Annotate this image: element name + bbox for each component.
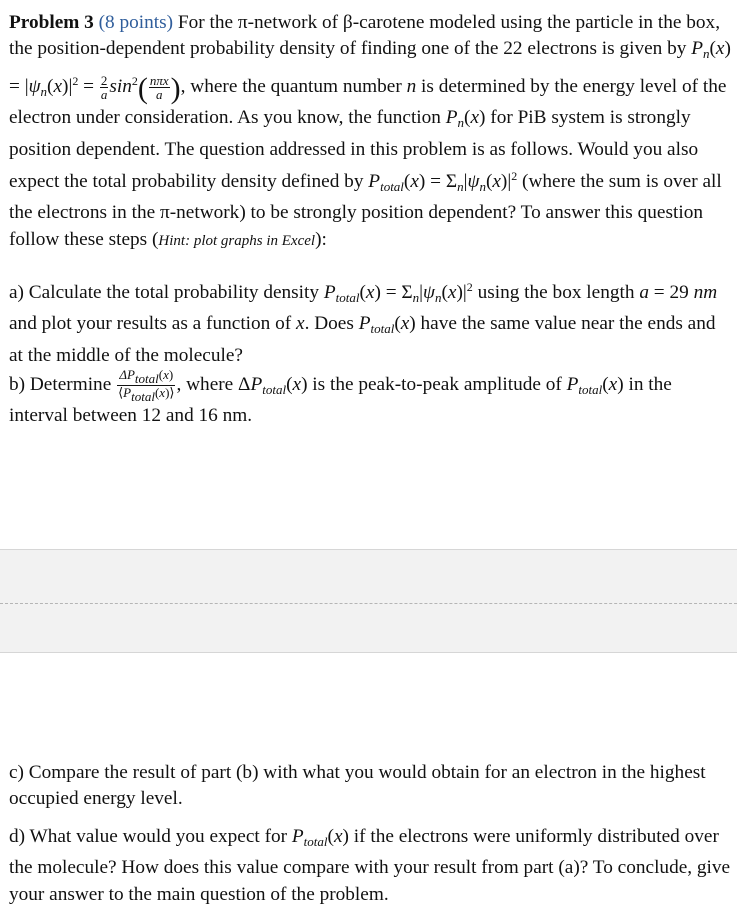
part-a: a) Calculate the total probability density $P_{total}(x) = \Sigma_n|\psi_n(x)|^2$ using the box length a = 29 nm and plot your results as a function of x. Does $P_{total}(x)$ have the same value near the ends and at the middle of the molecule? <box>9 280 718 366</box>
function-pn: $P_n(x)$ <box>445 107 486 131</box>
problem-points: (8 points) <box>98 12 174 33</box>
intro-text-5: (where the sum is over all the electrons in the π-network) to be strongly position dependent? To answer this question follow these steps ( <box>9 171 722 250</box>
intro-text-2: , where the quantum number <box>180 75 407 97</box>
intro-text-1: For the π-network of β-carotene modeled using the particle in the box, the position-dependent probability density of finding one of the 22 electrons is given by <box>9 12 721 60</box>
box-length: a = 29 nm <box>639 282 718 303</box>
page-break-band-bottom <box>0 603 737 653</box>
page-break-band-top <box>0 549 737 603</box>
problem-intro: Problem 3 (8 points) For the π-network of β-carotene modeled using the particle in the box, the position-dependent probability density of finding one of the 22 electrons is given by $P_n(x) = |\psi_n(x)|^2$ = $\frac{2}{a}$ $\sin^2$( $\frac{\text{nπx}}{a}$ ), where the quantum number n is determined by the energy level of the electron under consideration. As you know, the function $P_n(x)$ for PiB system is strongly position dependent. The question addressed in this problem is as follows. Would you also expect the total probability density defined by $P_{total}(x) = \Sigma_n|\psi_n(x)|^2$ (where the sum is over all the electrons in the π-network) to be strongly position dependent? To answer this question follow these steps (Hint: plot graphs in Excel): <box>9 12 731 250</box>
problem-label: Problem 3 <box>9 12 94 33</box>
equation-pn: $P_n(x) = |\psi_n(x)|^2$ = $\frac{2}{a}$ $\sin^2$( $\frac{\text{nπx}}{a}$ ) <box>9 38 731 105</box>
intro-text-4: for PiB system is strongly position dependent. The question addressed in this problem is as follows. Would you also expect the total probability density defined by <box>9 107 699 193</box>
part-d: d) What value would you expect for $P_{total}(x)$ if the electrons were uniformly distributed over the molecule? How does this value compare with your result from part (a)? To conclude, give your answer to the main question of the problem. <box>9 826 731 905</box>
hint-text: Hint: plot graphs in Excel <box>158 232 316 249</box>
ratio-fraction: $\frac{\text{ΔPtotal(x)}}{\text{⟨Ptotal(x)⟩}}$ <box>118 367 175 404</box>
part-b: b) Determine $\frac{\text{ΔPtotal(x)}}{\text{⟨Ptotal(x)⟩}}$ , where $\Delta P_{total}(x)$ is the peak-to-peak amplitude of $P_{total}(x)$ in the interval between 12 and 16 nm. <box>9 367 672 427</box>
equation-ptotal-sum: $P_{total}(x) = \Sigma_n|\psi_n(x)|^2$ <box>323 280 473 305</box>
part-c: c) Compare the result of part (b) with what you would obtain for an electron in the highest occupied energy level. <box>9 762 706 810</box>
equation-ptotal-def: $P_{total}(x) = \Sigma_n|\psi_n(x)|^2$ <box>368 169 518 195</box>
intro-text-3: is determined by the energy level of the electron under consideration. As you know, the function <box>9 75 727 129</box>
